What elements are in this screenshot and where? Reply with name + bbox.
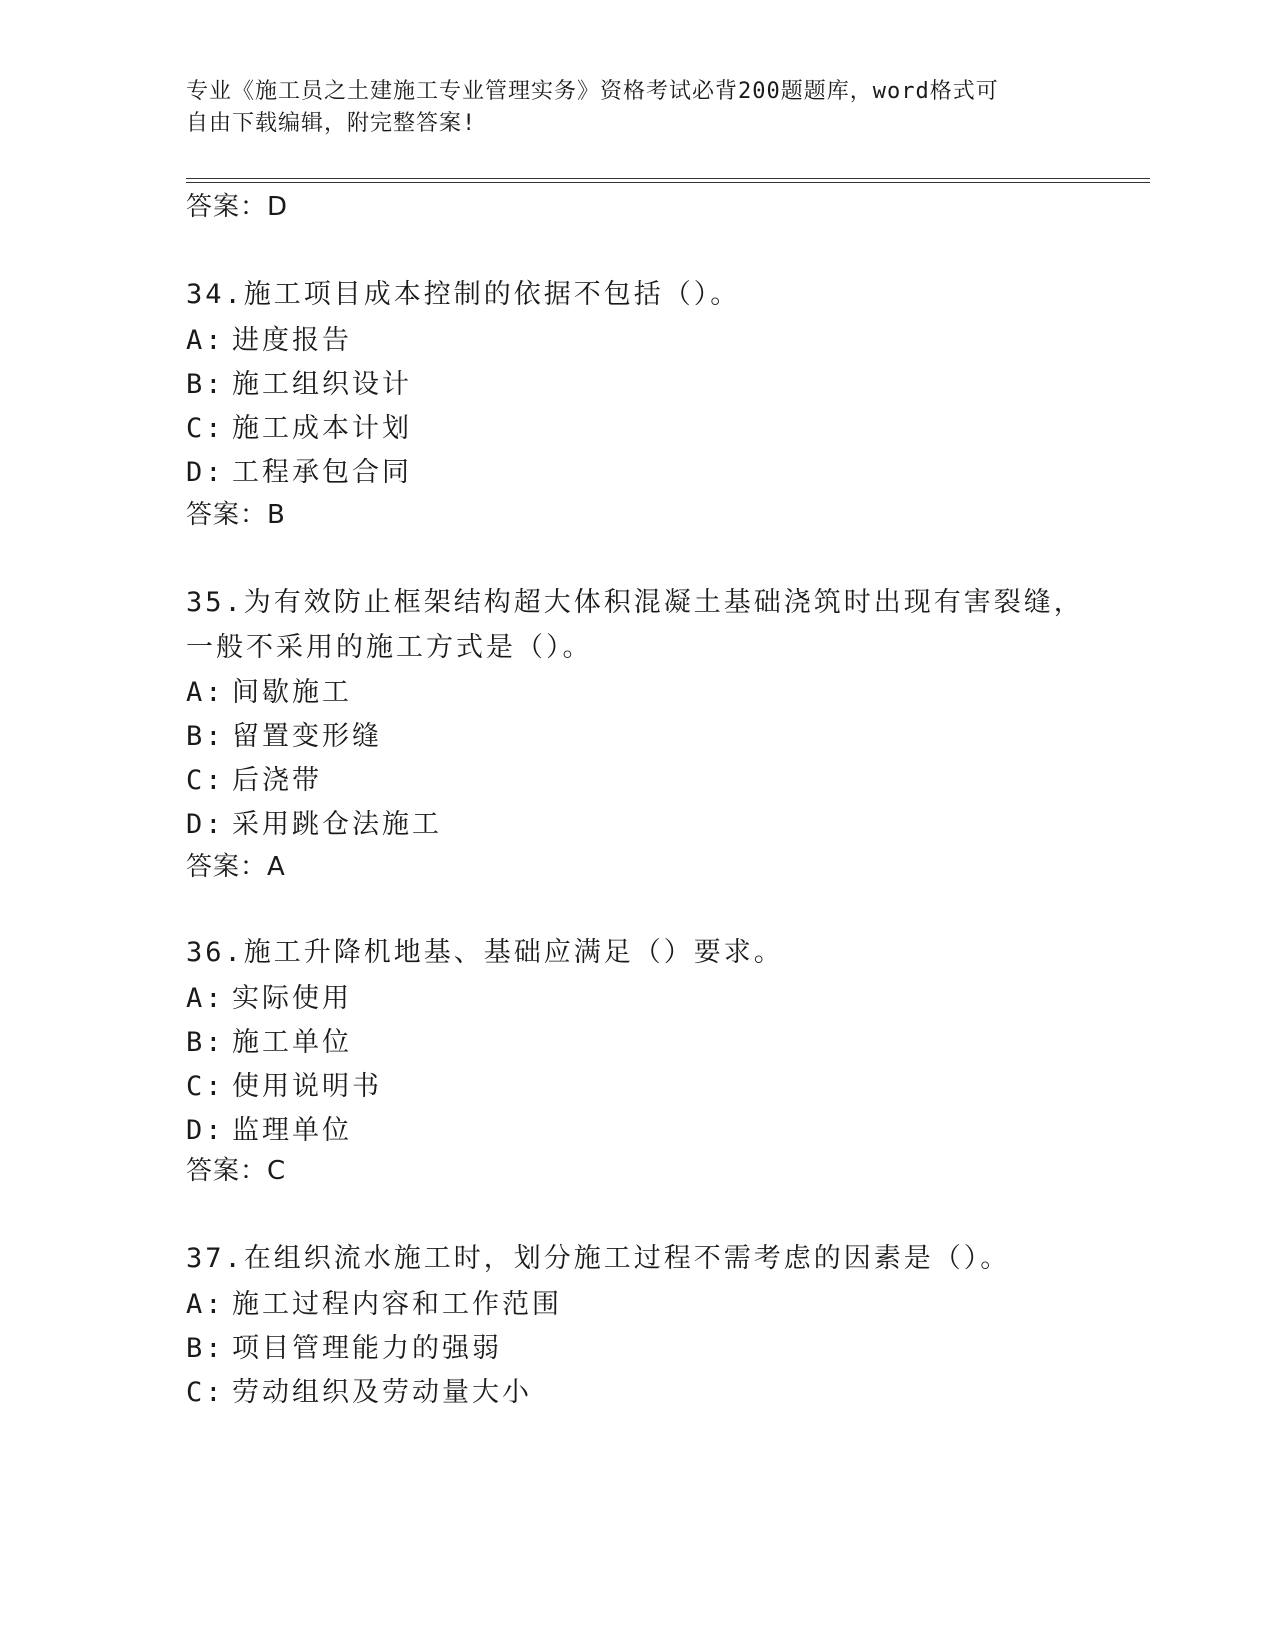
q36-option-a	[186, 976, 352, 1015]
option-text: 间歇施工	[232, 677, 352, 708]
q36-option-c	[186, 1064, 382, 1103]
option-label: C:	[186, 1377, 225, 1408]
option-label: C:	[186, 1071, 225, 1102]
header-line-1: 专业《施工员之土建施工专业管理实务》资格考试必背200题题库，word格式可	[186, 79, 999, 104]
q35-option-c	[186, 758, 322, 797]
question-35: 35.为有效防止框架结构超大体积混凝土基础浇筑时出现有害裂缝，一般不采用的施工方式是（）。	[186, 587, 1084, 663]
option-text: 实际使用	[232, 983, 352, 1014]
q36-option-d	[186, 1108, 352, 1147]
header-divider-bottom	[186, 182, 1150, 183]
option-text: 施工成本计划	[232, 413, 412, 444]
q35-option-b	[186, 714, 382, 753]
option-label: A:	[186, 677, 225, 708]
option-text: 留置变形缝	[232, 721, 382, 752]
q37-option-a	[186, 1282, 562, 1321]
q34-answer: 答案：B	[186, 500, 286, 530]
question-34: 34.施工项目成本控制的依据不包括（）。	[186, 279, 741, 310]
option-text: 采用跳仓法施工	[232, 809, 442, 840]
q34-option-b	[186, 362, 412, 401]
option-label: C:	[186, 765, 225, 796]
option-text: 劳动组织及劳动量大小	[232, 1377, 532, 1408]
q34-option-c	[186, 406, 412, 445]
option-text: 使用说明书	[232, 1071, 382, 1102]
answer-prev: 答案：D	[186, 192, 289, 222]
option-label: D:	[186, 809, 225, 840]
header-line-2: 自由下载编辑，附完整答案!	[186, 111, 477, 136]
header-divider-top	[186, 178, 1150, 179]
question-36: 36.施工升降机地基、基础应满足（）要求。	[186, 937, 784, 968]
q34-option-d	[186, 450, 412, 489]
q35-answer: 答案：A	[186, 852, 286, 882]
option-label: B:	[186, 369, 225, 400]
q37-option-c	[186, 1370, 532, 1409]
q36-answer: 答案：C	[186, 1156, 287, 1186]
option-label: B:	[186, 1027, 225, 1058]
page-header	[186, 76, 1086, 140]
option-label: A:	[186, 325, 225, 356]
option-text: 施工过程内容和工作范围	[232, 1289, 562, 1320]
option-label: C:	[186, 413, 225, 444]
option-label: D:	[186, 1115, 225, 1146]
option-text: 进度报告	[232, 325, 352, 356]
q35-option-d	[186, 802, 442, 841]
q34-option-a	[186, 318, 352, 357]
q36-option-b	[186, 1020, 352, 1059]
option-text: 后浇带	[232, 765, 322, 796]
option-label: B:	[186, 1333, 225, 1364]
option-text: 施工单位	[232, 1027, 352, 1058]
question-37: 37.在组织流水施工时，划分施工过程不需考虑的因素是（）。	[186, 1243, 1011, 1274]
q35-option-a	[186, 670, 352, 709]
option-label: A:	[186, 1289, 225, 1320]
option-label: B:	[186, 721, 225, 752]
q37-option-b	[186, 1326, 502, 1365]
option-label: A:	[186, 983, 225, 1014]
option-text: 施工组织设计	[232, 369, 412, 400]
option-text: 工程承包合同	[232, 457, 412, 488]
option-text: 监理单位	[232, 1115, 352, 1146]
option-text: 项目管理能力的强弱	[232, 1333, 502, 1364]
option-label: D:	[186, 457, 225, 488]
